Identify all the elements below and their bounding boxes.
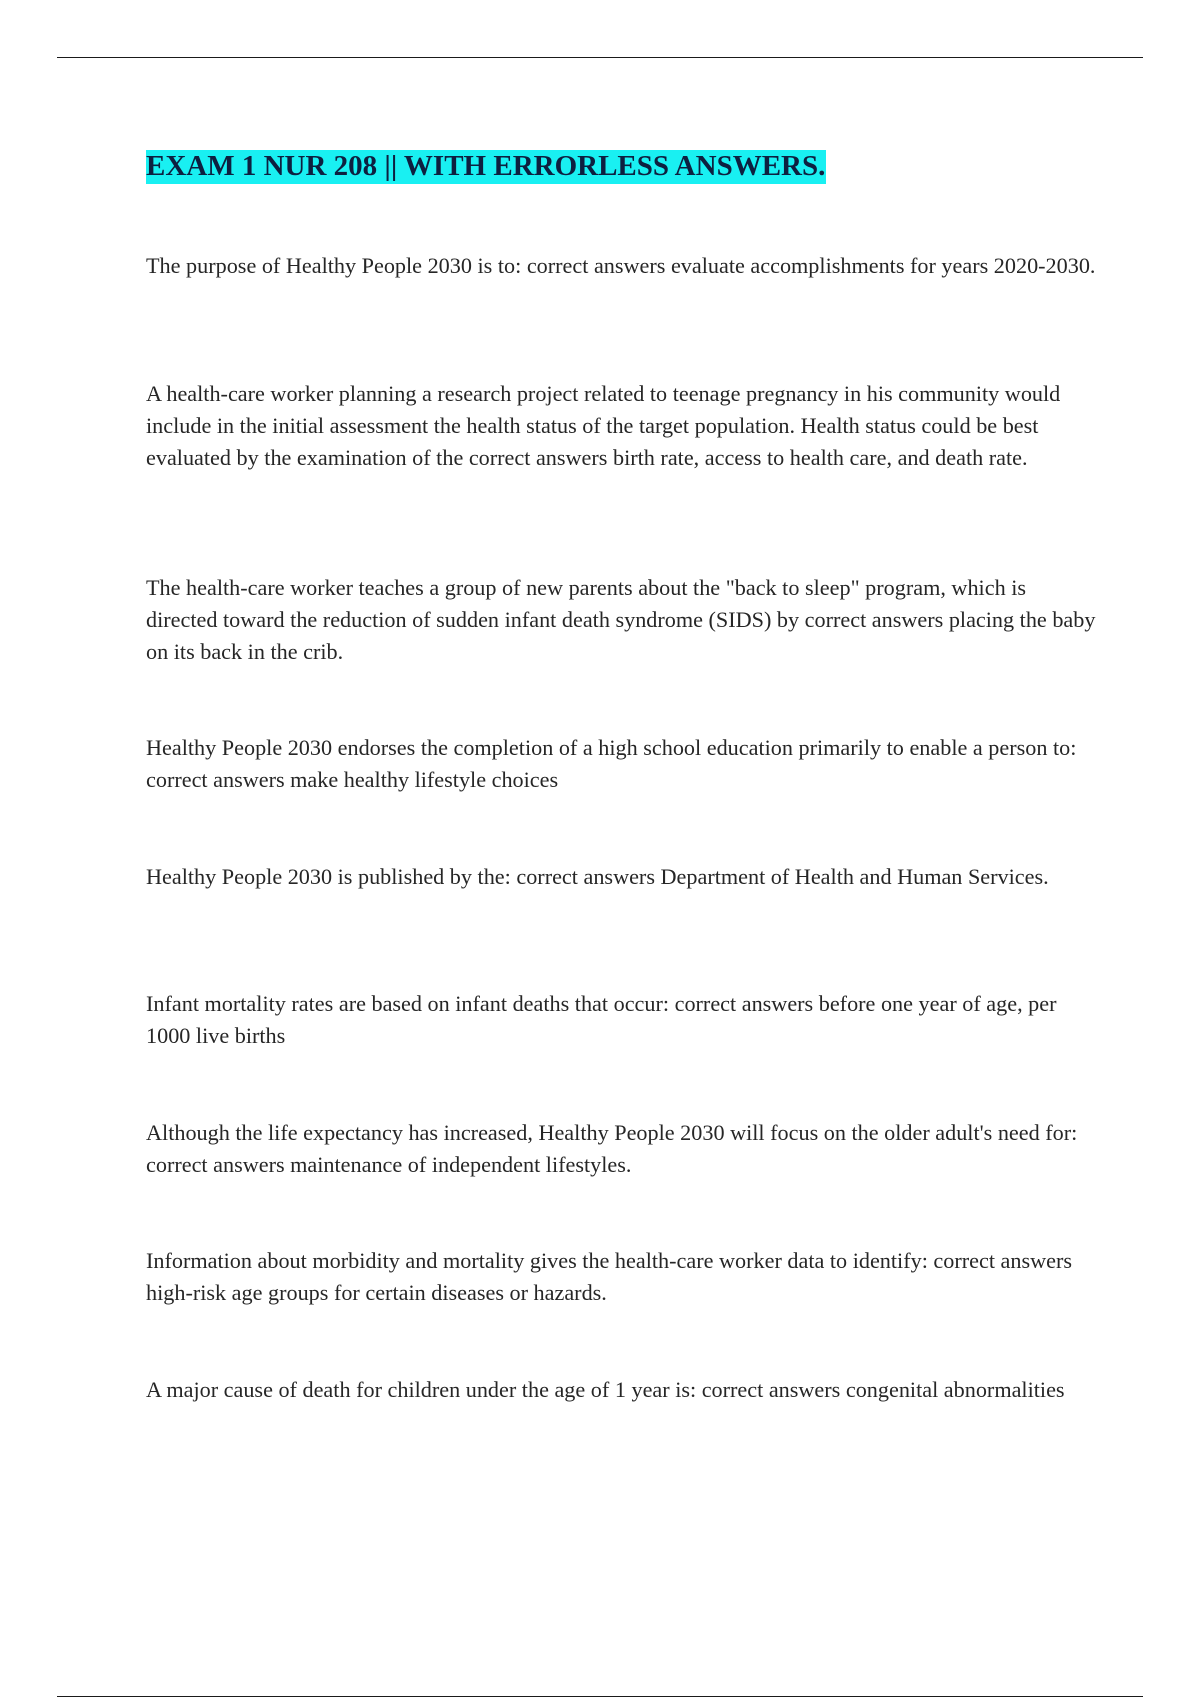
title-highlight: EXAM 1 NUR 208 || WITH ERRORLESS ANSWERS. (146, 150, 826, 182)
qa-item: Although the life expectancy has increased, Healthy People 2030 will focus on the older adult's need for: correct answers maintenance of independent lifestyles. (146, 1120, 1078, 1177)
qa-item: Healthy People 2030 is published by the: correct answers Department of Health and Human Services. (146, 864, 1049, 889)
qa-item: Infant mortality rates are based on infant deaths that occur: correct answers before one year of age, per 1000 live births (146, 991, 1057, 1048)
bottom-rule (57, 1696, 1143, 1697)
top-rule (57, 57, 1143, 58)
document-title (146, 146, 826, 186)
qa-item: The purpose of Healthy People 2030 is to: correct answers evaluate accomplishments for years 2020-2030. (146, 253, 1096, 278)
qa-item: Healthy People 2030 endorses the completion of a high school education primarily to enable a person to: correct answers make healthy lifestyle choices (146, 735, 1077, 792)
qa-item: The health-care worker teaches a group of new parents about the "back to sleep" program, which is directed toward the reduction of sudden infant death syndrome (SIDS) by correct answers placing the baby on its back in the crib. (146, 575, 1096, 664)
qa-item: A health-care worker planning a research project related to teenage pregnancy in his community would include in the initial assessment the health status of the target population. Health status could be best evaluated by the examination of the correct answers birth rate, access to health care, and death rate. (146, 381, 1061, 470)
qa-item: Information about morbidity and mortality gives the health-care worker data to identify: correct answers high-risk age groups for certain diseases or hazards. (146, 1248, 1073, 1305)
qa-item: A major cause of death for children under the age of 1 year is: correct answers congenital abnormalities (146, 1377, 1065, 1402)
